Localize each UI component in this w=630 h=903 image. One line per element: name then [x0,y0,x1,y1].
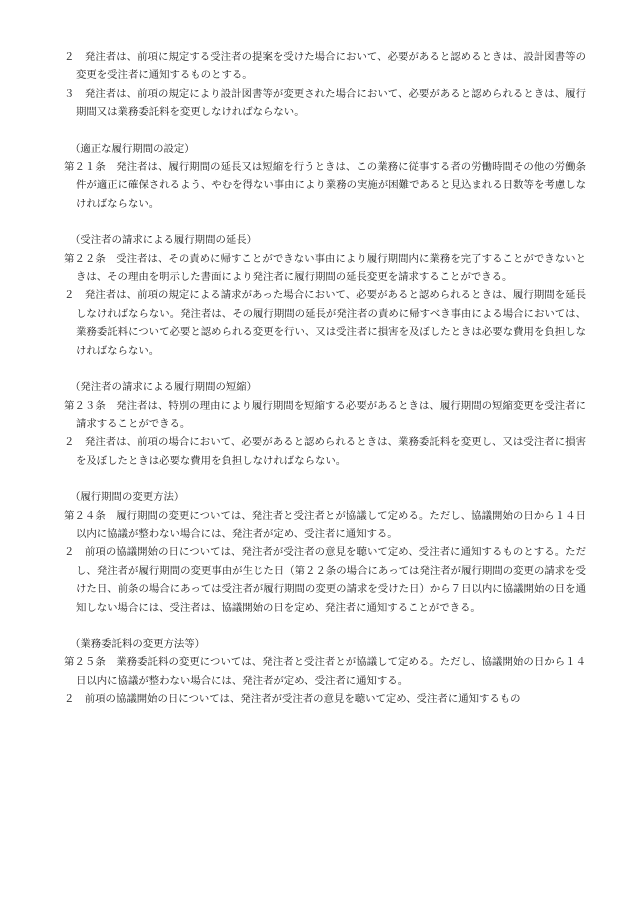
article-heading: （履行期間の変更方法） [70,491,185,504]
article-paragraph: 第２５条 業務委託料の変更については、発注者と受注者とが協議して定める。ただし、協議開始の日から１４日以内に協議が整わない場合には、発注者が定め、受注者に通知する。 [64,656,586,687]
clause-paragraph: ３ 発注者は、前項の規定により設計図書等が変更された場合において、必要があると認められるときは、履行期間又は業務委託料を変更しなければならない。 [64,87,586,119]
article-paragraph: 第２２条 受注者は、その責めに帰すことができない事由により履行期間内に業務を完了することができないときは、その理由を明示した書面により発注者に履行期間の延長変更を請求することができる。 [64,252,586,284]
clause-paragraph: ２ 発注者は、前項に規定する受注者の提案を受けた場合において、必要があると認めるときは、設計図書等の変更を受注者に通知するものとする。 [64,51,586,82]
clause-paragraph: ２ 発注者は、前項の場合において、必要があると認められるときは、業務委託料を変更し、又は受注者に損害を及ぼしたときは必要な費用を負担しなければならない。 [64,436,586,467]
section-gap [64,470,586,488]
article-paragraph: 第２１条 発注者は、履行期間の延長又は短縮を行うときは、この業務に従事する者の労働時間その他の労働条件が適正に確保されるよう、やむを得ない事由により業務の実施が困難であると見込まれる日数等を考慮しなければならない。 [64,161,586,210]
section-gap [64,213,586,231]
article-paragraph: 第２４条 履行期間の変更については、発注者と受注者とが協議して定める。ただし、協議開始の日から１４日以内に協議が整わない場合には、発注者が定め、受注者に通知する。 [64,509,586,540]
clause-paragraph: ２ 発注者は、前項の規定による請求があった場合において、必要があると認められるときは、履行期間を延長しなければならない。発注者は、その履行期間の延長が発注者の責めに帰すべき事由による場合においては、業務委託料について必要と認められる変更を行い、又は受注者に損害を及ぼしたときは必要な費用を負担しなければならない。 [64,289,586,357]
clause-paragraph: ２ 前項の協議開始の日については、発注者が受注者の意見を聴いて定め、受注者に通知するものとする。ただし、発注者が履行期間の変更事由が生じた日（第２２条の場合にあっては発注者が履行期間の変更の請求を受けた日、前条の場合にあっては受注者が履行期間の変更の請求を受けた日）から７日以内に協議開始の日を通知しない場合には、受注者は、協議開始の日を定め、発注者に通知することができる。 [64,546,586,614]
section-gap [64,360,586,378]
section-gap [64,122,586,140]
clause-paragraph: ２ 前項の協議開始の日については、発注者が受注者の意見を聴いて定め、受注者に通知するもの [64,693,521,706]
article-heading: （適正な履行期間の設定） [70,142,195,155]
article-heading: （発注者の請求による履行期間の短縮） [70,381,258,394]
article-paragraph: 第２３条 発注者は、特別の理由により履行期間を短縮する必要があるときは、履行期間の短縮変更を受注者に請求することができる。 [64,399,586,430]
section-gap [64,617,586,635]
article-heading: （業務委託料の変更方法等） [70,637,206,650]
article-heading: （受注者の請求による履行期間の延長） [70,234,258,247]
